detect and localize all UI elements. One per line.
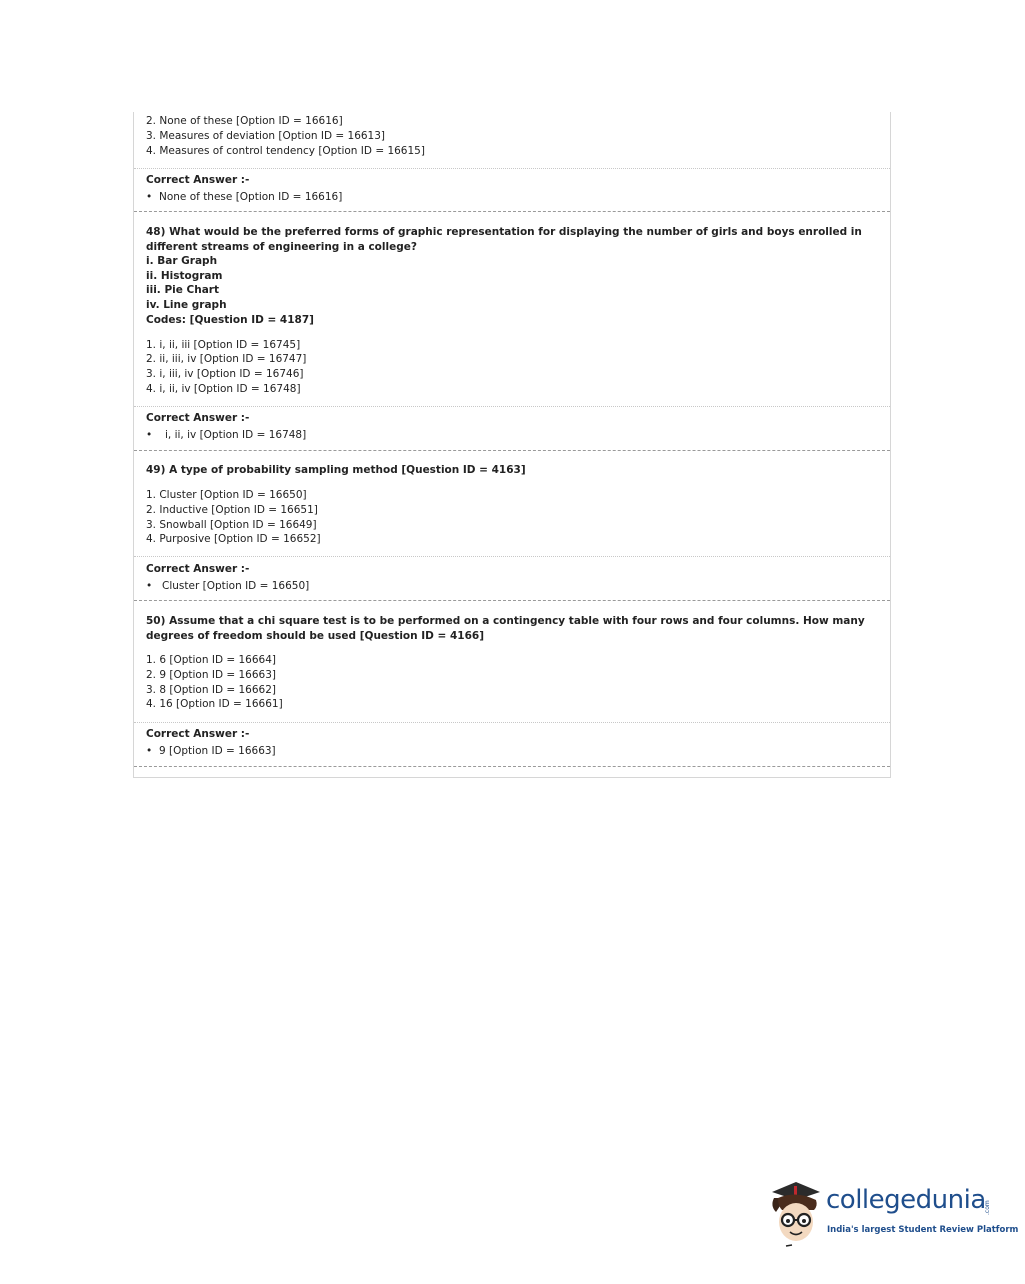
question-divider: [134, 450, 890, 451]
option-line: 3. 8 [Option ID = 16662]: [146, 684, 277, 696]
correct-answer-label: Correct Answer :-: [146, 174, 250, 186]
option-line: 3. Measures of deviation [Option ID = 16613]: [146, 130, 386, 142]
question-49-text: 49) A type of probability sampling method [Question ID = 4163]: [146, 464, 526, 476]
question-50-text: 50) Assume that a chi square test is to be performed on a contingency table with four rows and four columns. How many degrees of freedom should be used [Question ID = 4166]: [146, 615, 865, 642]
question-item: iv. Line graph: [146, 299, 227, 311]
correct-answer-label: Correct Answer :-: [146, 728, 250, 740]
option-line: 3. i, iii, iv [Option ID = 16746]: [146, 368, 304, 380]
divider: [134, 168, 890, 169]
divider: [134, 722, 890, 723]
question-item: i. Bar Graph: [146, 255, 218, 267]
correct-answer: • 9 [Option ID = 16663]: [146, 745, 276, 757]
option-line: 2. ii, iii, iv [Option ID = 16747]: [146, 353, 307, 365]
divider: [134, 556, 890, 557]
question-item: Codes: [Question ID = 4187]: [146, 314, 314, 326]
option-line: 3. Snowball [Option ID = 16649]: [146, 519, 317, 531]
question-divider: [134, 211, 890, 212]
option-line: 2. None of these [Option ID = 16616]: [146, 115, 343, 127]
question-48-text: 48) What would be the preferred forms of graphic representation for displaying the number of girls and boys enrolled in different streams of engineering in a college?: [146, 226, 862, 253]
correct-answer: • Cluster [Option ID = 16650]: [146, 580, 310, 592]
brand-tagline: India's largest Student Review Platform: [827, 1225, 1019, 1235]
brand-logo-text: collegedunia: [826, 1185, 986, 1215]
option-line: 1. 6 [Option ID = 16664]: [146, 654, 277, 666]
question-item: ii. Histogram: [146, 270, 223, 282]
option-line: 4. Purposive [Option ID = 16652]: [146, 533, 321, 545]
brand-dotcom: .com: [984, 1200, 991, 1215]
question-divider: [134, 600, 890, 601]
option-line: 1. i, ii, iii [Option ID = 16745]: [146, 339, 301, 351]
correct-answer-label: Correct Answer :-: [146, 563, 250, 575]
option-line: 4. 16 [Option ID = 16661]: [146, 698, 283, 710]
option-line: 4. i, ii, iv [Option ID = 16748]: [146, 383, 301, 395]
question-divider: [134, 766, 890, 767]
option-line: 2. 9 [Option ID = 16663]: [146, 669, 277, 681]
collegedunia-mascot-icon: [766, 1176, 826, 1252]
correct-answer: • None of these [Option ID = 16616]: [146, 191, 343, 203]
question-item: iii. Pie Chart: [146, 284, 219, 296]
correct-answer: • i, ii, iv [Option ID = 16748]: [146, 429, 307, 441]
divider: [134, 406, 890, 407]
option-line: 1. Cluster [Option ID = 16650]: [146, 489, 307, 501]
option-line: 2. Inductive [Option ID = 16651]: [146, 504, 318, 516]
correct-answer-label: Correct Answer :-: [146, 412, 250, 424]
option-line: 4. Measures of control tendency [Option ID = 16615]: [146, 145, 425, 157]
